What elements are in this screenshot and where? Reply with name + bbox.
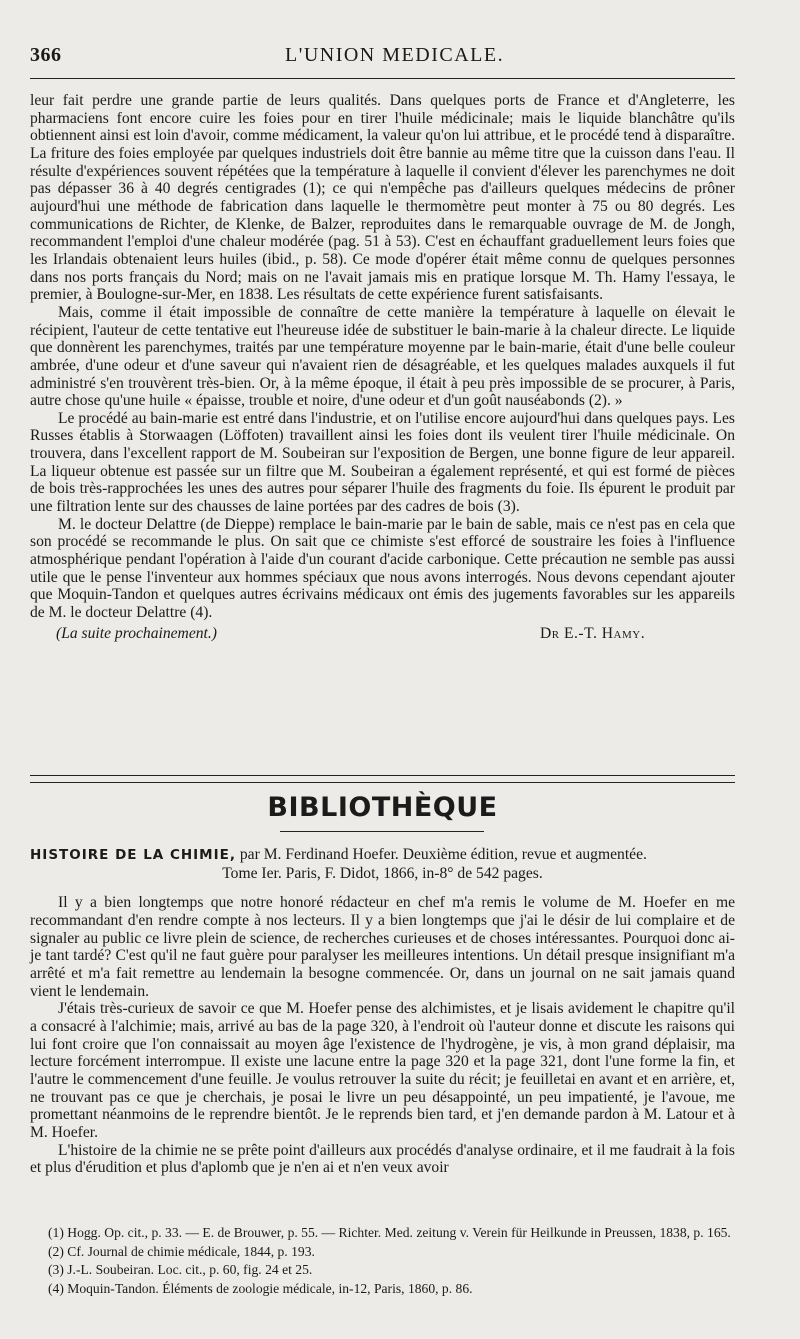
article-paragraph: leur fait perdre une grande partie de leurs qualités. Dans quelques ports de France et d'Angleterre, les pharmaciens font encore cuire les foies pour en tirer l'huile médicinale; mais le liquide blanchâtre qu'ils obtiennent ainsi est loin d'avoir, comme médicament, la valeur qu'on lui attribue, et le procédé tend à disparaître. La friture des foies employée par quelques industriels doit être bannie au même titre que la cuisson dans l'eau. Il résulte d'expériences souvent répétées que la température à laquelle il convient d'élever les parenchymes ne doit pas dépasser 36 à 40 degrés centigrades (1); ce qui n'empêche pas d'ailleurs quelques médecins de prôner aujourd'hui une méthode de fabrication dans laquelle le thermomètre peut monter à 75 ou 80 degrés. Les communications de Richter, de Klenke, de Balzer, reproduites dans le remarquable ouvrage de M. de Jongh, recommandent l'emploi d'une chaleur modérée (pag. 51 à 53). C'est en échauffant graduellement leurs foies que les Irlandais obtenaient leurs huiles (ibid., p. 58). Ce mode d'opérer était même connu de quelques personnes dans nos ports français du Nord; mais on ne l'avait jamais mis en pratique lorsque M. Th. Hamy l'essaya, le premier, à Boulogne-sur-Mer, en 1838. Les résultats de cette expérience furent satisfaisants. [30,92,735,304]
footnotes [30,1224,735,1298]
book-title: HISTOIRE DE LA CHIMIE, [30,847,236,863]
book-info: par M. Ferdinand Hoefer. Deuxième édition, revue et augmentée. [235,846,647,863]
article-body [30,92,735,644]
page-header [30,44,735,70]
page-number: 366 [30,44,62,66]
book-info-2: Tome Ier. Paris, F. Didot, 1866, in-8° de 542 pages. [222,864,543,882]
review-paragraph: J'étais très-curieux de savoir ce que M. Hoefer pense des alchimistes, et je lisais avidement le chapitre qu'il a consacré à l'alchimie; mais, arrivé au bas de la page 320, à l'endroit où l'auteur donne et discute les raisons qui lui font croire que l'on connaissait au moyen âge l'existence de l'hydrogène, je vis, à mon grand déplaisir, ma lecture forcément interrompue. Il existe une lacune entre la page 320 et la page 321, dont l'une forme la fin, et l'autre le commencement d'une feuille. Je voulus retrouver la suite du récit; je feuilletai en avant et en arrière, et, ne trouvant pas ce que je cherchais, je posai le livre un peu désappointé, un peu impatienté, je l'avoue, me promettant néanmoins de le reprendre bientôt. Je le reprends bien tard, et j'en demande pardon à M. Latour et à M. Hoefer. [30,1000,735,1141]
to-be-continued: (La suite prochainement.) [56,624,217,642]
review-paragraph: L'histoire de la chimie ne se prête point d'ailleurs aux procédés d'analyse ordinaire, et il me faudrait à la fois et plus d'érudition et plus d'aplomb que je n'en ai et n'en veux avoir [30,1141,735,1177]
section-title-rule [280,831,484,832]
footnote: (3) J.-L. Soubeiran. Loc. cit., p. 60, fig. 24 et 25. [48,1262,313,1277]
footnote: (2) Cf. Journal de chimie médicale, 1844, p. 193. [48,1243,315,1259]
author-name: Dr E.-T. Hamy. [540,624,646,642]
footnote: (4) Moquin-Tandon. Éléments de zoologie médicale, in-12, Paris, 1860, p. 86. [48,1280,473,1296]
article-signature [30,625,735,644]
article-paragraph: Mais, comme il était impossible de connaître de cette manière la température à laquelle on élevait le récipient, l'auteur de cette tentative eut l'heureuse idée de substituer le bain-marie à la chaleur directe. Le liquide que donnèrent les parenchymes, traités par une température moyenne par le bain-marie, était d'une belle couleur ambrée, d'une odeur et d'une saveur qui n'avaient rien de désagréable, et les quelques malades auxquels il fut administré s'en trouvèrent très-bien. Or, à la même époque, il était à peu près impossible de se procurer, à Paris, autre chose qu'une huile « épaisse, trouble et noire, d'une odeur et d'un goût nauséabonds (2). » [30,303,735,410]
article-paragraph: Le procédé au bain-marie est entré dans l'industrie, et on l'utilise encore aujourd'hui dans quelques pays. Les Russes établis à Storwaagen (Löffoten) travaillent ainsi les foies dont ils veulent tirer l'huile médicinale. On trouvera, dans l'excellent rapport de M. Soubeiran sur l'exposition de Bergen, une bonne figure de leur appareil. La liqueur obtenue est passée sur un filtre que M. Soubeiran a également représenté, et qui est formé de pièces de bois très-rapprochées les unes des autres pour séparer l'huile des fragments du foie. Ils épurent le produit par une filtration lente sur des chausses de laine portées par des cadres de bois (3). [30,409,735,516]
header-rule [30,78,735,79]
section-divider [30,775,735,783]
journal-title: L'UNION MEDICALE. [285,44,505,66]
article-paragraph: M. le docteur Delattre (de Dieppe) remplace le bain-marie par le bain de sable, mais ce n'est pas en cela que son procédé se recommande le plus. On sait que ce chimiste s'est efforcé de soustraire les foies à l'influence atmosphérique pendant l'opération à l'aide d'un courant d'acide carbonique. Cette précaution ne semble pas aussi utile que le pense l'inventeur aux hommes spéciaux que nous avons interrogés. Nous devons cependant ajouter que Moquin-Tandon et quelques autres écrivains médicaux ont émis des jugements favorables sur les appareils de M. le docteur Delattre (4). [30,515,735,622]
section-title: BIBLIOTHÈQUE [267,792,498,823]
review-paragraph: Il y a bien longtemps que notre honoré rédacteur en chef m'a remis le volume de M. Hoefer en me recommandant d'en rendre compte à nos lecteurs. Il y a bien longtemps que j'ai le désir de lui complaire et de signaler au public ce livre plein de science, de recherches curieuses et de choses intéressantes. Pourquoi donc ai-je tant tardé? C'est qu'il ne faut guère pour paralyser les meilleures intentions. Un détail presque insignifiant m'a arrêté et m'a fait remettre au lendemain la besogne commencée. Or, dans un journal on ne sait jamais quand vient le lendemain. [30,894,735,1000]
book-reference [30,846,735,882]
footnote: (1) Hogg. Op. cit., p. 33. — E. de Brouwer, p. 55. — Richter. Med. zeitung v. Verein für Heilkunde in Preussen, 1838, p. 165. [48,1225,731,1240]
review-body [30,846,735,1177]
